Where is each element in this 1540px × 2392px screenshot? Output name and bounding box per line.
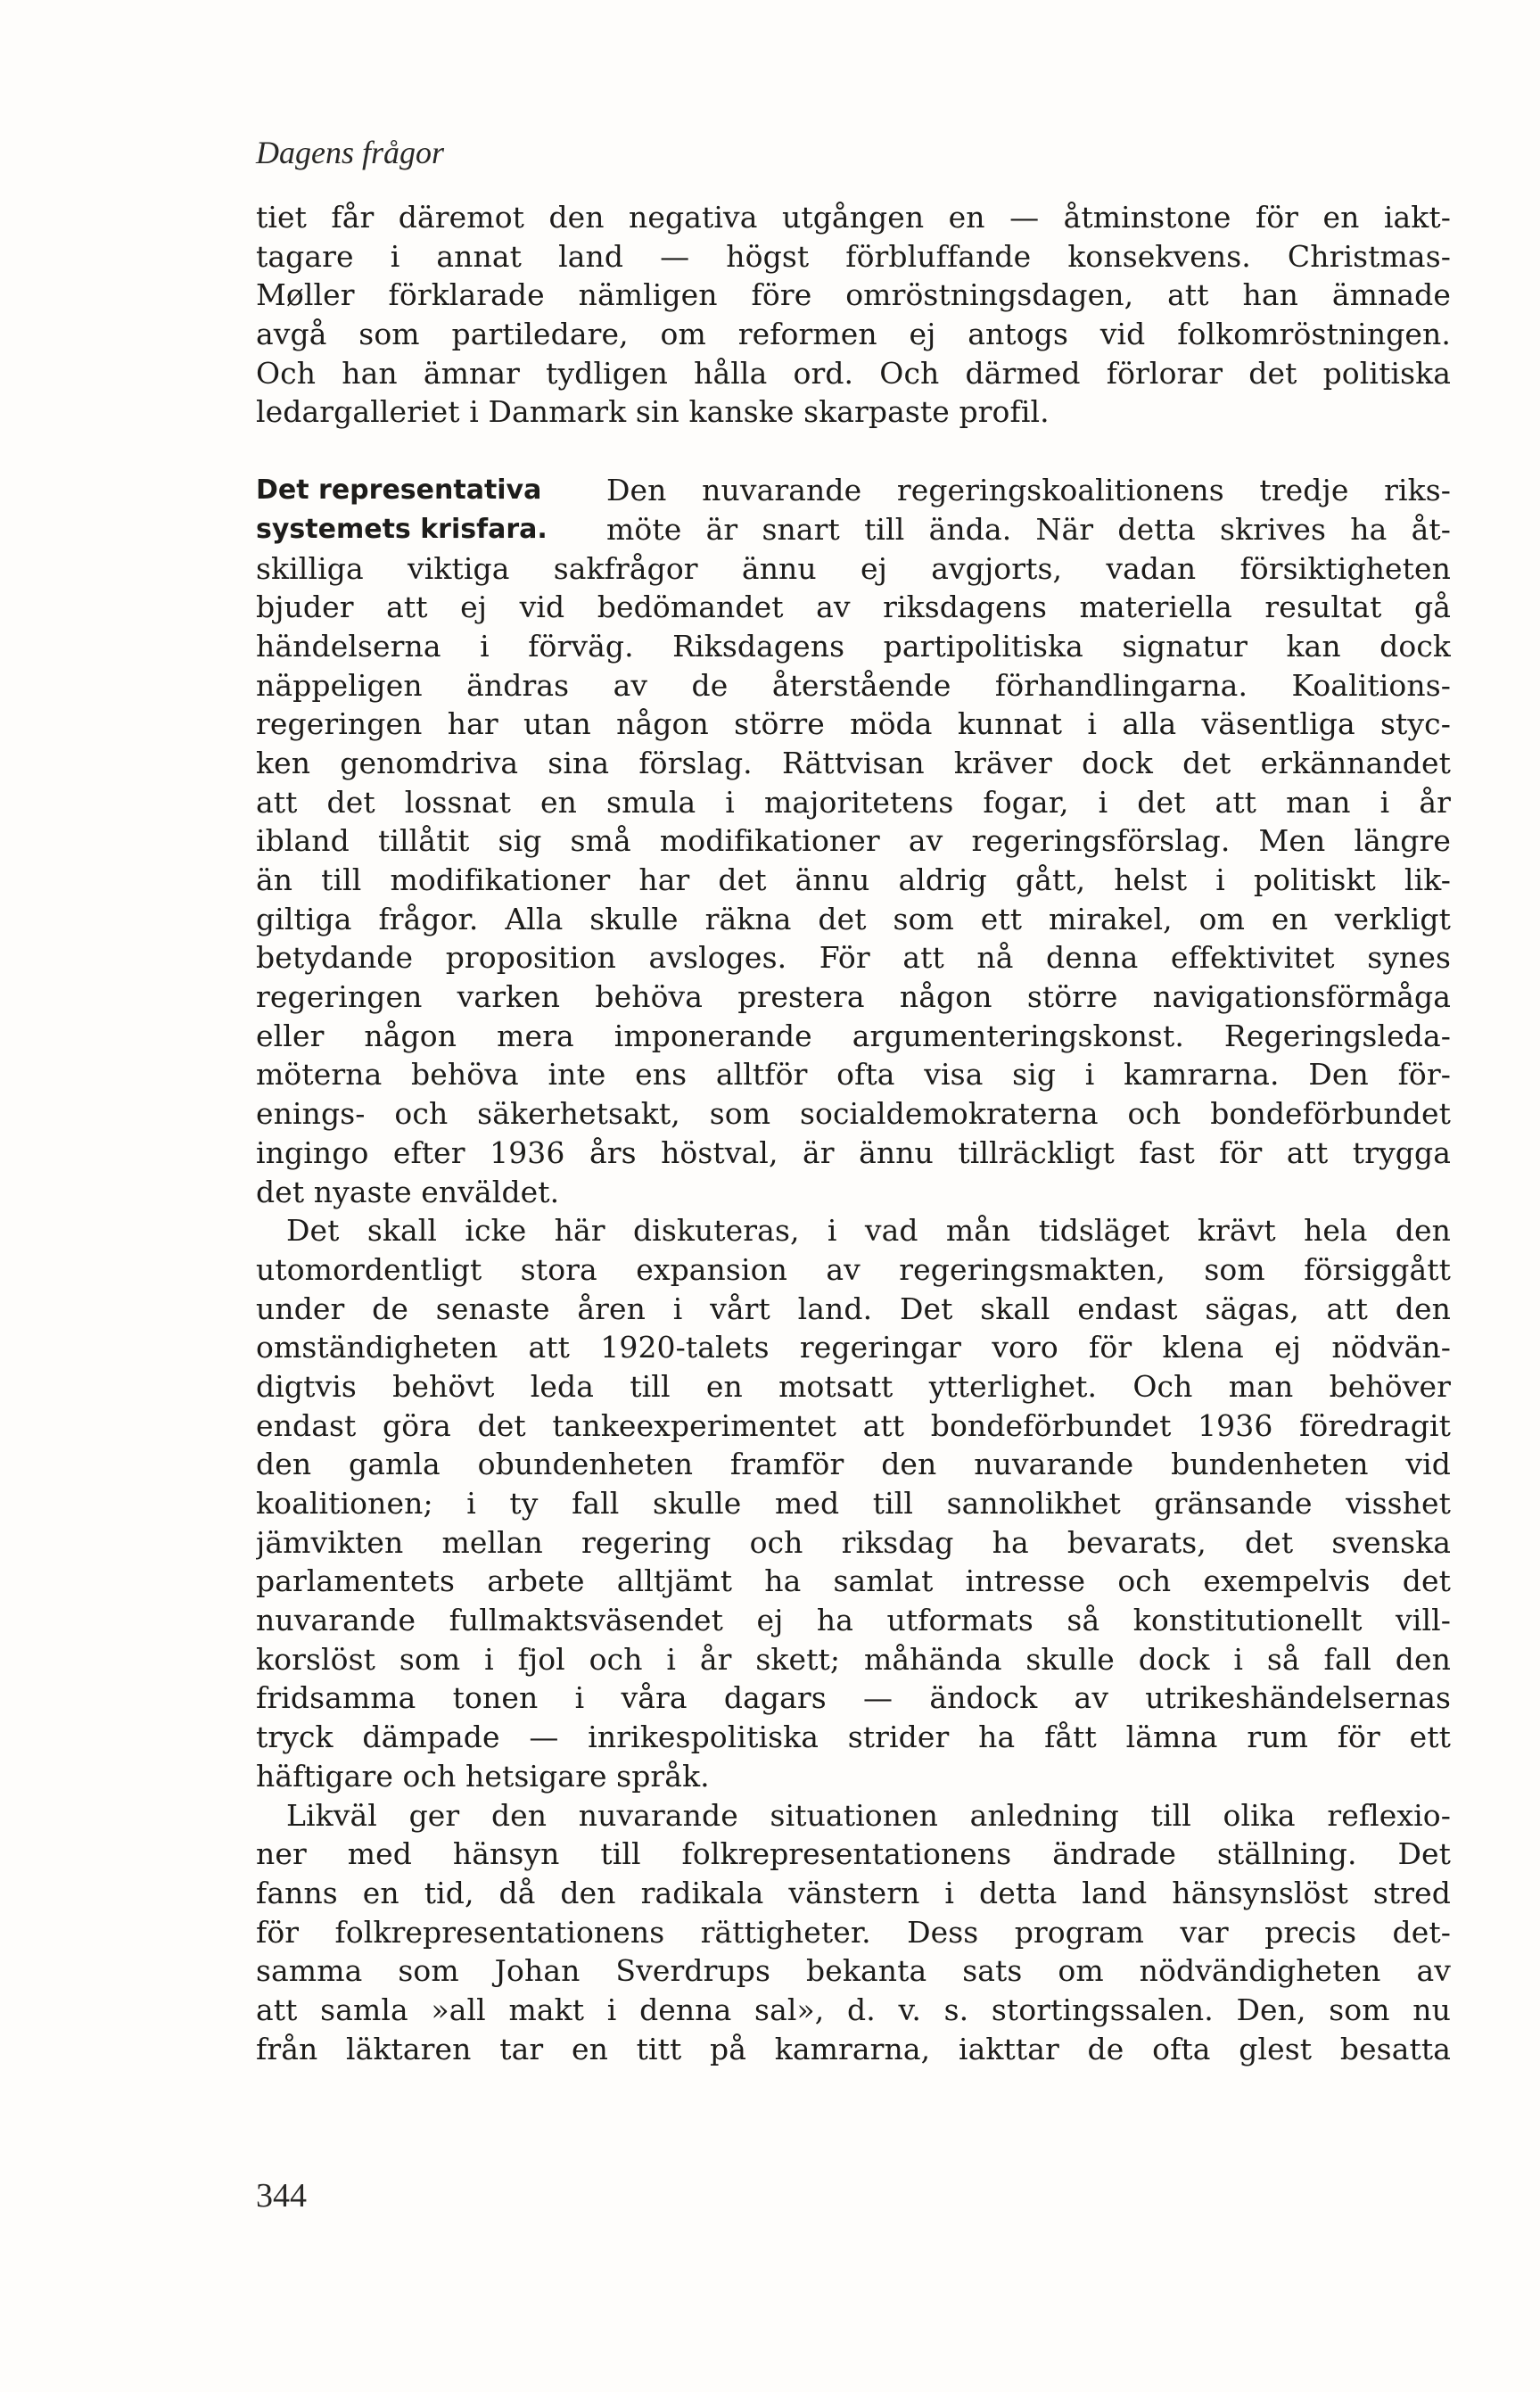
- paragraph-3: [256, 1211, 1451, 1795]
- text-line: utomordentligt stora expansion av regeringsmakten, som försiggått: [256, 1251, 1451, 1287]
- section-sidehead: [256, 471, 595, 549]
- text-line: ibland tillåtit sig små modifikationer av regeringsförslag. Men längre: [256, 823, 1451, 859]
- text-line: tagare i annat land — högst förbluffande konsekvens. Christmas-: [256, 238, 1451, 274]
- text-line: eller någon mera imponerande argumenteringskonst. Regeringsleda-: [256, 1018, 1451, 1053]
- text-line: regeringen varken behöva prestera någon större navigationsförmåga: [256, 979, 1451, 1015]
- running-head: Dagens frågor: [256, 135, 445, 170]
- text-line: under de senaste åren i vårt land. Det skall endast sägas, att den: [256, 1291, 1451, 1326]
- text-line: den gamla obundenheten framför den nuvarande bundenheten vid: [256, 1447, 1451, 1482]
- text-line: Och han ämnar tydligen hålla ord. Och därmed förlorar det politiska: [256, 355, 1451, 391]
- text-line: skilliga viktiga sakfrågor ännu ej avgjorts, vadan försiktigheten: [256, 550, 1451, 586]
- text-line: häftigare och hetsigare språk.: [256, 1758, 710, 1794]
- text-line: att det lossnat en smula i majoritetens fogar, i det att man i år: [256, 784, 1451, 820]
- text-line: fanns en tid, då den radikala vänstern i detta land hänsynslöst stred: [256, 1875, 1451, 1910]
- text-line: det nyaste enväldet.: [256, 1174, 560, 1209]
- text-line: enings- och säkerhetsakt, som socialdemokraterna och bondeförbundet: [256, 1096, 1451, 1132]
- paragraph-1: [256, 198, 1451, 432]
- text-line: digtvis behövt leda till en motsatt ytterlighet. Och man behöver: [256, 1368, 1451, 1404]
- text-line: Likväl ger den nuvarande situationen anledning till olika reflexio-: [286, 1797, 1451, 1833]
- text-line: att samla »all makt i denna sal», d. v. s. stortingssalen. Den, som nu: [256, 1992, 1451, 2027]
- page-number: 344: [256, 2177, 307, 2215]
- text-line: regeringen har utan någon större möda kunnat i alla väsentliga styc-: [256, 706, 1451, 742]
- text-line: möterna behöva inte ens alltför ofta visa sig i kamrarna. Den för-: [256, 1057, 1451, 1093]
- text-line: näppeligen ändras av de återstående förhandlingarna. Koalitions-: [256, 667, 1451, 703]
- text-line: giltiga frågor. Alla skulle räkna det som ett mirakel, om en verkligt: [256, 901, 1451, 936]
- text-line: koalitionen; i ty fall skulle med till sannolikhet gränsande visshet: [256, 1486, 1451, 1521]
- text-line: betydande proposition avsloges. För att nå denna effektivitet synes: [256, 940, 1451, 976]
- paragraph-4: [256, 1796, 1451, 2069]
- sidehead-line: systemets krisfara.: [256, 513, 548, 545]
- section-gap: [256, 432, 1451, 471]
- sidehead-line: Det representativa: [256, 474, 542, 507]
- paragraph-2: [256, 471, 1451, 1211]
- text-line: nuvarande fullmaktsväsendet ej ha utformats så konstitutionellt vill-: [256, 1603, 1451, 1638]
- text-line: ledargalleriet i Danmark sin kanske skarpaste profil.: [256, 394, 1050, 430]
- text-line: bjuder att ej vid bedömandet av riksdagens materiella resultat gå: [256, 590, 1451, 625]
- text-line: Møller förklarade nämligen före omröstningsdagen, att han ämnade: [256, 277, 1451, 313]
- text-line: för folkrepresentationens rättigheter. Dess program var precis det-: [256, 1914, 1451, 1950]
- text-line: omständigheten att 1920-talets regeringar voro för klena ej nödvän-: [256, 1330, 1451, 1365]
- text-line: jämvikten mellan regering och riksdag ha bevarats, det svenska: [256, 1524, 1451, 1560]
- text-line: ner med hänsyn till folkrepresentationens ändrade ställning. Det: [256, 1836, 1451, 1872]
- text-line: avgå som partiledare, om reformen ej antogs vid folkomröstningen.: [256, 317, 1451, 352]
- body-text: [256, 198, 1451, 2068]
- text-line: korslöst som i fjol och i år skett; måhända skulle dock i så fall den: [256, 1641, 1451, 1677]
- text-line: möte är snart till ända. När detta skrives ha åt-: [606, 511, 1451, 547]
- text-line: Det skall icke här diskuteras, i vad mån tidsläget krävt hela den: [286, 1213, 1451, 1249]
- text-line: tiet får däremot den negativa utgången en — åtminstone för en iakt-: [256, 200, 1451, 235]
- text-line: ingingo efter 1936 års höstval, är ännu tillräckligt fast för att trygga: [256, 1134, 1451, 1170]
- text-line: endast göra det tankeexperimentet att bondeförbundet 1936 föredragit: [256, 1407, 1451, 1443]
- text-line: Den nuvarande regeringskoalitionens tredje riks-: [606, 473, 1451, 508]
- text-line: händelserna i förväg. Riksdagens partipolitiska signatur kan dock: [256, 628, 1451, 664]
- text-line: tryck dämpade — inrikespolitiska strider ha fått lämna rum för ett: [256, 1720, 1451, 1755]
- text-line: fridsamma tonen i våra dagars — ändock av utrikeshändelsernas: [256, 1680, 1451, 1716]
- text-line: än till modifikationer har det ännu aldrig gått, helst i politiskt lik-: [256, 862, 1451, 897]
- text-line: parlamentets arbete alltjämt ha samlat intresse och exempelvis det: [256, 1563, 1451, 1599]
- text-line: från läktaren tar en titt på kamrarna, iakttar de ofta glest besatta: [256, 2031, 1451, 2066]
- text-line: samma som Johan Sverdrups bekanta sats om nödvändigheten av: [256, 1953, 1451, 1989]
- text-line: ken genomdriva sina förslag. Rättvisan kräver dock det erkännandet: [256, 745, 1451, 780]
